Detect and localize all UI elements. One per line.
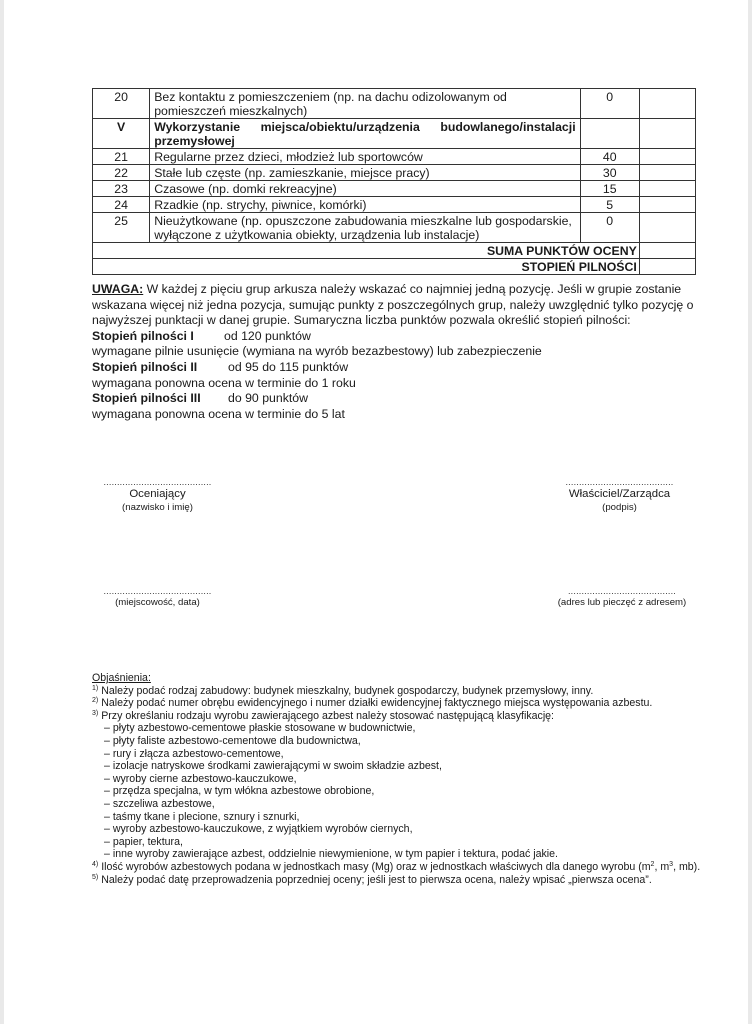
explanations-section [92,672,712,886]
row-number: 24 [93,197,150,213]
row-value-cell[interactable] [639,165,695,181]
signature-line[interactable]: ........................................ [103,477,212,487]
row-points: 0 [580,89,639,119]
explanation-text: , mb). [673,860,701,873]
row-description: Stałe lub częste (np. zamieszkanie, miejsce pracy) [150,165,580,181]
signature-title: Właściciel/Zarządca [568,488,671,500]
group-description: Wykorzystanie miejsca/obiektu/urządzenia budowlanego/instalacji przemysłowej [150,119,580,149]
level-action: wymagana ponowna ocena w terminie do 5 lat [92,406,345,421]
explanation-item [92,861,712,874]
sum-value-cell[interactable] [639,243,695,259]
sum-label: SUMA PUNKTÓW OCENY [93,243,640,259]
exponent: 2 [650,860,655,868]
row-description: Czasowe (np. domki rekreacyjne) [150,181,580,197]
signature-subtitle: (adres lub pieczęć z adresem) [557,597,687,608]
explanation-text: Przy określaniu rodzaju wyrobu zawierającego azbest należy stosować następującą klasyfikację: [101,709,555,722]
row-value-cell[interactable] [639,197,695,213]
row-value-cell[interactable] [639,89,695,119]
row-number: 22 [93,165,150,181]
row-value-cell [639,119,695,149]
row-points: 30 [580,165,639,181]
explanation-item [92,697,712,710]
footnote-marker: 3) [92,709,99,717]
address-field [552,586,692,610]
note-paragraph [92,282,702,329]
row-value-cell[interactable] [639,149,695,165]
urgency-level-3 [92,391,702,407]
urgency-row [93,259,696,275]
signature-subtitle: (nazwisko i imię) [122,502,193,513]
signature-line[interactable]: ........................................ [567,586,677,596]
explanation-item [92,874,712,887]
group-number: V [93,119,150,149]
table-row [93,197,696,213]
level-label: Stopień pilności II [92,359,198,374]
assessor-signature [90,477,225,515]
place-date-field [90,586,225,610]
table-row [93,149,696,165]
row-number: 21 [93,149,150,165]
row-points: 40 [580,149,639,165]
footnote-marker: 4) [92,860,99,868]
explanation-item [92,685,712,698]
level-action: wymagane pilnie usunięcie (wymiana na wyrób bezazbestowy) lub zabezpieczenie [92,344,542,359]
table-row [93,89,696,119]
table-row [93,181,696,197]
table-row [93,165,696,181]
classification-item: – szczeliwa azbestowe, [104,797,215,810]
classification-item: – wyroby cierne azbestowo-kauczukowe, [104,772,297,785]
classification-item: – rury i złącza azbestowo-cementowe, [104,747,284,760]
classification-item: – przędza specjalna, w tym włókna azbestowe obrobione, [104,785,375,798]
row-description: Nieużytkowane (np. opuszczone zabudowania mieszkalne lub gospodarskie, wyłączone z użytkowania obiekty, urządzenia lub instalacje) [150,213,580,243]
level-label: Stopień pilności I [92,328,194,343]
row-description: Bez kontaktu z pomieszczeniem (np. na dachu odizolowanym od pomieszczeń mieszkalnych) [150,89,580,119]
explanation-text: Należy podać rodzaj zabudowy: budynek mieszkalny, budynek gospodarczy, budynek przemysłowy, inny. [101,684,594,697]
table-row [93,213,696,243]
document-page [4,0,748,1024]
row-points: 0 [580,213,639,243]
classification-item: – wyroby azbestowo-kauczukowe, z wyjątkiem wyrobów ciernych, [104,823,413,836]
explanation-item [92,710,712,723]
row-points [580,119,639,149]
classification-item: – taśmy tkane i plecione, sznury i sznurki, [104,810,300,823]
urgency-value-cell[interactable] [639,259,695,275]
signature-subtitle: (podpis) [602,502,637,513]
row-description: Regularne przez dzieci, młodzież lub sportowców [150,149,580,165]
level-label: Stopień pilności III [92,391,201,406]
table-group-row [93,119,696,149]
row-value-cell[interactable] [639,181,695,197]
footnote-marker: 5) [92,873,99,881]
owner-signature [552,477,687,515]
urgency-level-1 [92,329,702,345]
classification-item: – płyty faliste azbestowo-cementowe dla budownictwa, [104,734,361,747]
note-text: W każdej z pięciu grup arkusza należy wskazać co najmniej jedną pozycję. Jeśli w grupie zostanie wskazana więcej niż jedna pozycja, sumując punkty z poszczególnych grup, należy uwzględnić tylko pozycję o najwyższej punktacji w danej grupie. Sumaryczna liczba punktów pozwala określić stopień pilności: [92,282,694,328]
row-number: 20 [93,89,150,119]
footnote-marker: 2) [92,697,99,705]
note-section [92,282,702,422]
signature-line[interactable]: ........................................ [103,586,212,596]
explanations-title: Objaśnienia: [92,672,151,684]
level-range: od 95 do 115 punktów [228,359,349,374]
classification-item: – płyty azbestowo-cementowe płaskie stosowane w budownictwie, [104,722,416,735]
classification-item: – izolacje natryskowe środkami zawierającymi w swoim składzie azbest, [104,760,442,773]
classification-item: – papier, tektura, [104,835,183,848]
signature-title: Oceniający [129,488,186,500]
level-range: od 120 punktów [224,328,311,343]
row-value-cell[interactable] [639,213,695,243]
signature-subtitle: (miejscowość, data) [115,597,200,608]
level-range: do 90 punktów [228,391,308,406]
explanation-text: Ilość wyrobów azbestowych podana w jednostkach masy (Mg) oraz w jednostkach właściwych dla danego wyrobu (m [101,860,651,873]
row-description: Rzadkie (np. strychy, piwnice, komórki) [150,197,580,213]
explanation-text: Należy podać datę przeprowadzenia poprzedniej oceny; jeśli jest to pierwsza ocena, należy wpisać „pierwsza ocena”. [101,873,652,886]
urgency-level-2 [92,360,702,376]
exponent: 3 [669,860,674,868]
row-number: 25 [93,213,150,243]
footnote-marker: 1) [92,684,99,692]
classification-item: – inne wyroby zawierające azbest, oddzielnie niewymienione, w tym papier i tektura, podać jakie. [104,848,559,861]
note-heading: UWAGA: [92,282,144,296]
explanation-text: Należy podać numer obrębu ewidencyjnego i numer działki ewidencyjnej faktycznego miejsca występowania azbestu. [101,697,653,710]
row-points: 5 [580,197,639,213]
explanation-text: , m [654,860,670,873]
row-number: 23 [93,181,150,197]
signature-line[interactable]: ........................................ [565,477,674,487]
sum-row [93,243,696,259]
assessment-table [92,88,696,275]
level-action: wymagana ponowna ocena w terminie do 1 roku [92,375,356,390]
urgency-label: STOPIEŃ PILNOŚCI [93,259,640,275]
row-points: 15 [580,181,639,197]
